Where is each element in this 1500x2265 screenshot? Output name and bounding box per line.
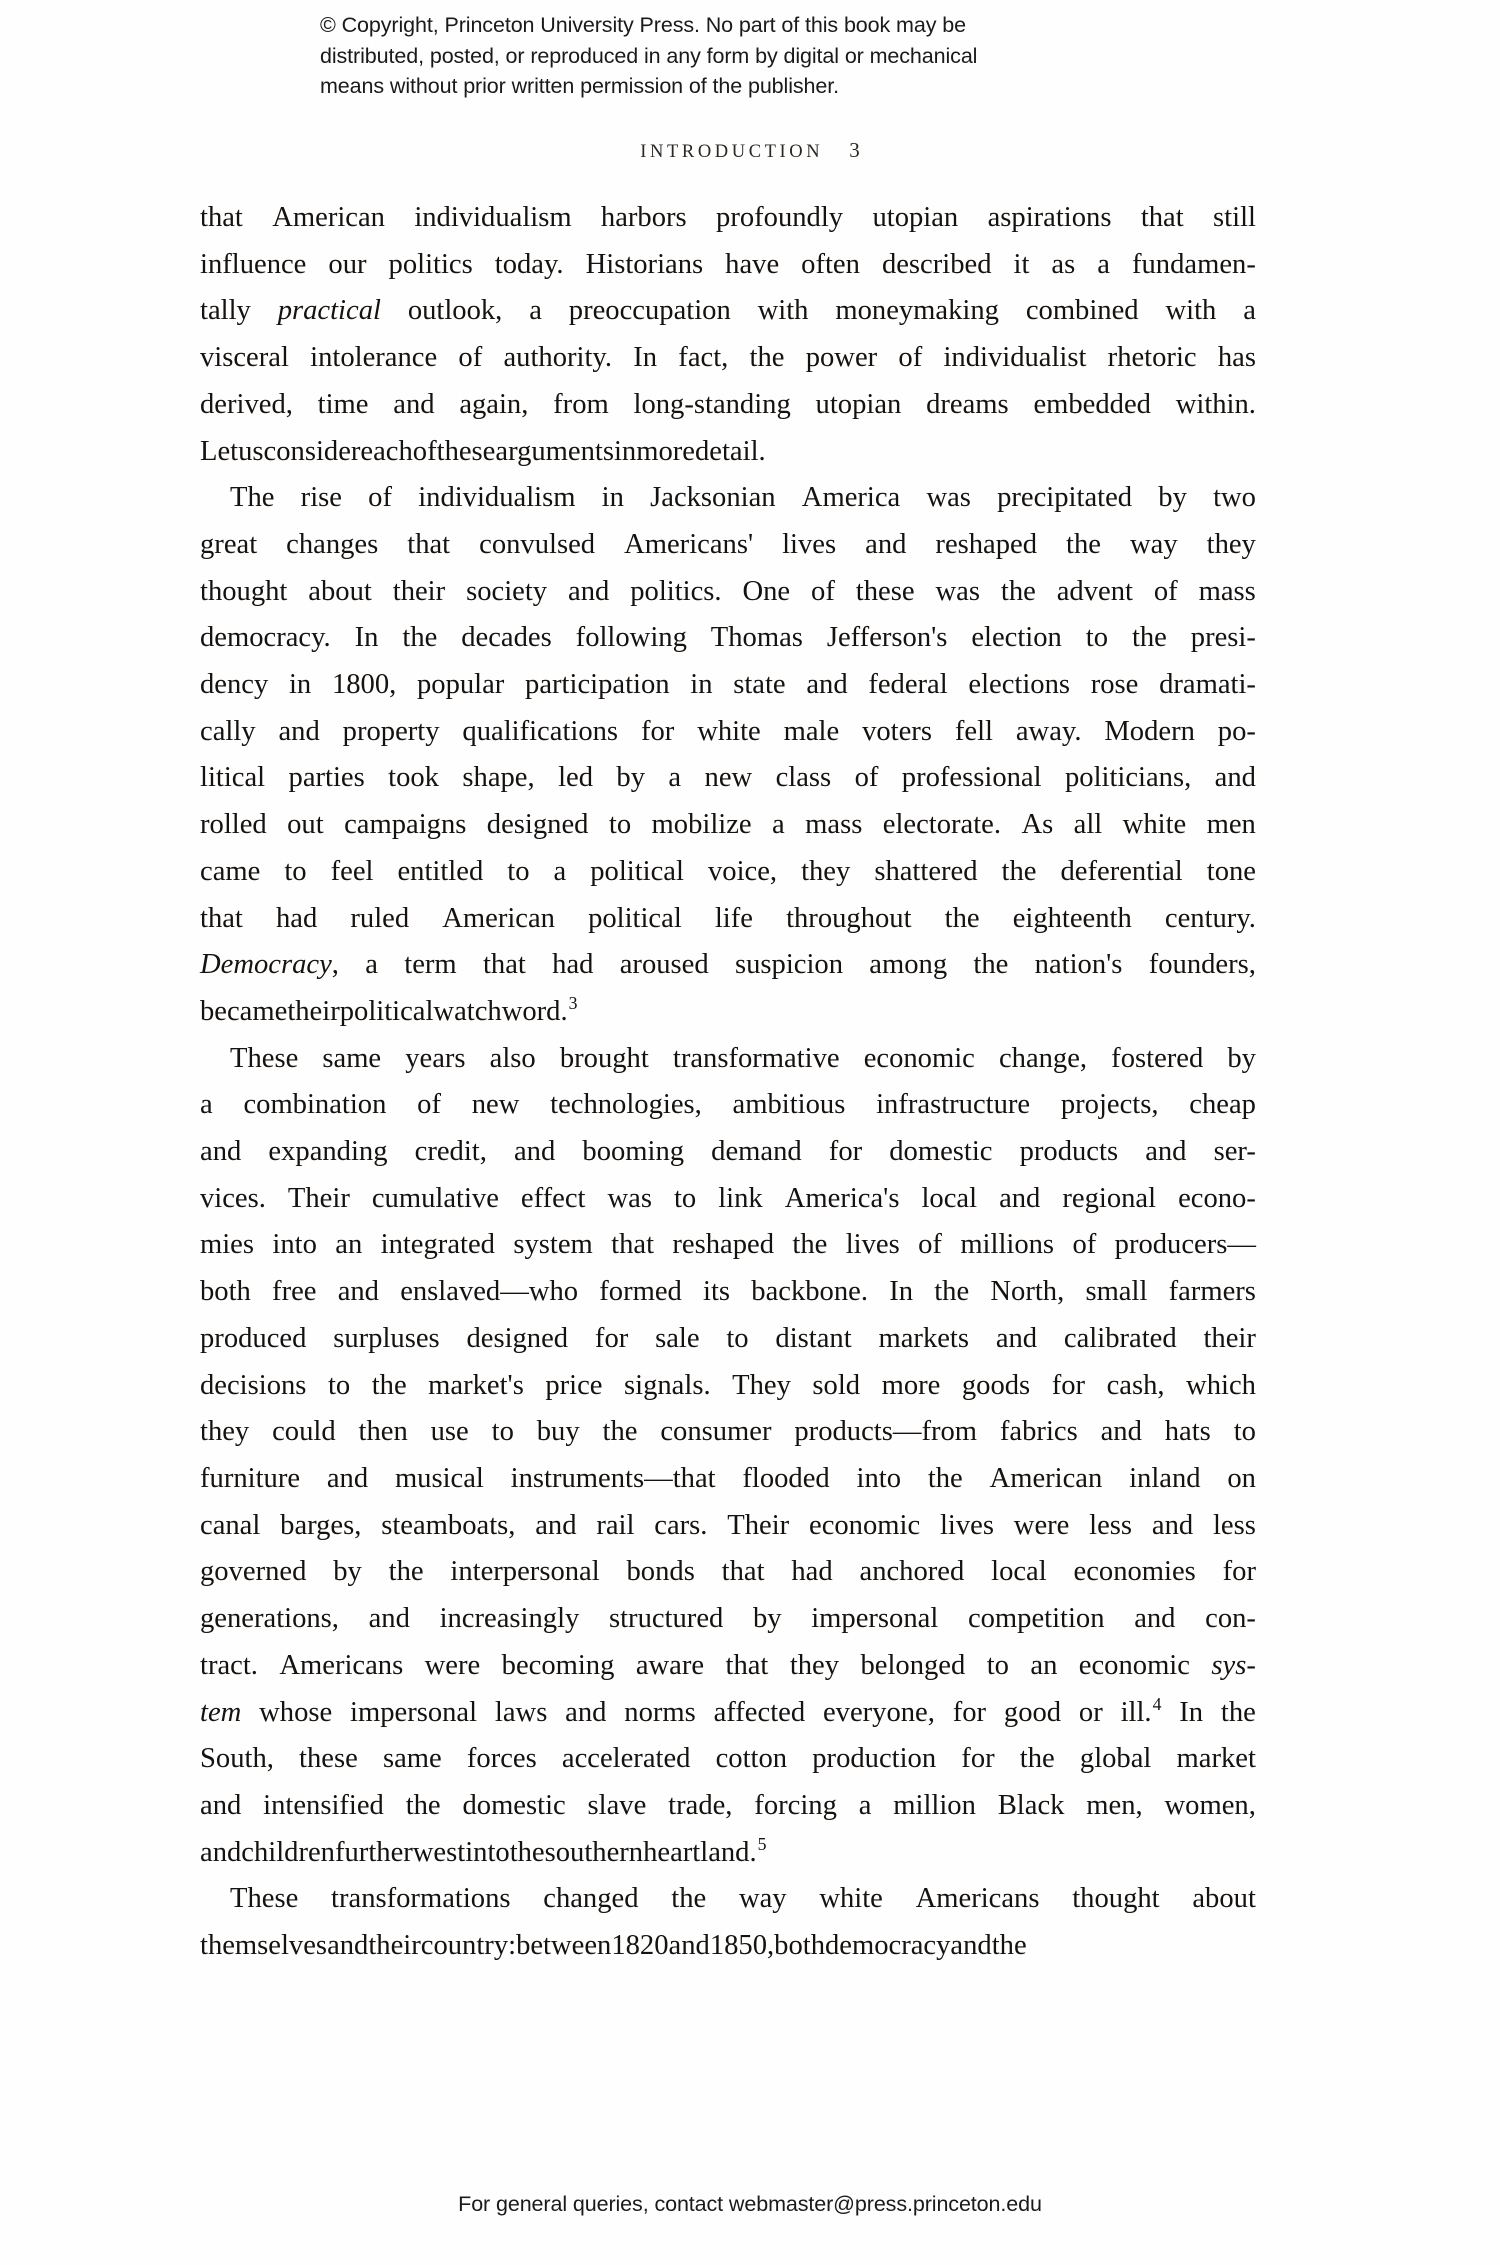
text-line: derived, time and again, from long-standing utopian dreams embedded within.	[200, 388, 1256, 420]
text-line: rolled out campaigns designed to mobilize a mass electorate. As all white men	[200, 809, 1256, 841]
text-line: a combination of new technologies, ambitious infrastructure projects, cheap	[200, 1089, 1256, 1121]
text-line: canal barges, steamboats, and rail cars. Their economic lives were less and less	[200, 1509, 1256, 1541]
running-head	[0, 138, 1500, 163]
text-line: themselves and their country: between 1820 and 1850, both democracy and the	[200, 1930, 1027, 1962]
italic-phrase: sys-	[1211, 1649, 1256, 1681]
text-line: and intensified the domestic slave trade, forcing a million Black men, women,	[200, 1789, 1256, 1821]
text-line: tem whose impersonal laws and norms affected everyone, for good or ill.$^4$ In the	[200, 1693, 1256, 1728]
text-line: visceral intolerance of authority. In fact, the power of individualist rhetoric has	[200, 342, 1256, 374]
copyright-line-2: distributed, posted, or reproduced in any form by digital or mechanical	[320, 43, 978, 68]
running-head-title: INTRODUCTION	[640, 142, 824, 162]
paragraph	[200, 1876, 1256, 1969]
paragraph	[200, 195, 1256, 475]
text-line: These same years also brought transformative economic change, fostered by	[230, 1042, 1256, 1074]
text-line: vices. Their cumulative effect was to link America's local and regional econo-	[200, 1182, 1256, 1214]
text-line: These transformations changed the way white Americans thought about	[230, 1883, 1256, 1915]
footnote-marker[interactable]: 5	[757, 1834, 767, 1855]
text-line: produced surpluses designed for sale to distant markets and calibrated their	[200, 1322, 1256, 1354]
footer-notice: For general queries, contact webmaster@press.princeton.edu	[458, 2192, 1042, 2216]
text-line: South, these same forces accelerated cotton production for the global market	[200, 1743, 1256, 1775]
text-line: democracy. In the decades following Thomas Jefferson's election to the presi-	[200, 622, 1256, 654]
text-line: mies into an integrated system that reshaped the lives of millions of producers—	[200, 1229, 1256, 1261]
text-line: great changes that convulsed Americans' lives and reshaped the way they	[200, 528, 1256, 560]
text-line: that had ruled American political life throughout the eighteenth century.	[200, 902, 1256, 934]
text-line: governed by the interpersonal bonds that had anchored local economies for	[200, 1556, 1256, 1588]
text-line: cally and property qualifications for white male voters fell away. Modern po-	[200, 715, 1256, 747]
text-line: thought about their society and politics. One of these was the advent of mass	[200, 575, 1256, 607]
text-line: they could then use to buy the consumer products—from fabrics and hats to	[200, 1416, 1256, 1448]
copyright-notice	[320, 10, 1200, 102]
text-line: decisions to the market's price signals. They sold more goods for cash, which	[200, 1369, 1256, 1401]
paragraph	[200, 475, 1256, 1035]
text-line: influence our politics today. Historians have often described it as a fundamen-	[200, 248, 1256, 280]
text-line: Let us consider each of these arguments in more detail.	[200, 435, 766, 467]
page-number: 3	[849, 138, 860, 162]
text-line: and expanding credit, and booming demand for domestic products and ser-	[200, 1136, 1256, 1168]
text-line: and children further west into the southern heartland.$^5$	[200, 1834, 767, 1868]
footnote-marker[interactable]: 3	[568, 993, 578, 1014]
body-text	[200, 195, 1256, 1970]
text-line: furniture and musical instruments—that flooded into the American inland on	[200, 1462, 1256, 1494]
text-line: that American individualism harbors profoundly utopian aspirations that still	[200, 202, 1256, 233]
text-line: Democracy, a term that had aroused suspicion among the nation's founders,	[200, 949, 1256, 981]
copyright-line-3: means without prior written permission of the publisher.	[320, 74, 840, 98]
footnote-marker[interactable]: 4	[1152, 1693, 1162, 1714]
paragraph	[200, 1036, 1256, 1877]
italic-phrase: practical	[277, 295, 381, 327]
text-line: The rise of individualism in Jacksonian America was precipitated by two	[230, 482, 1256, 514]
text-line: both free and enslaved—who formed its backbone. In the North, small farmers	[200, 1276, 1256, 1308]
text-line: tract. Americans were becoming aware that they belonged to an economic sys-	[200, 1649, 1256, 1681]
text-line: became their political watchword.$^3$	[200, 993, 578, 1027]
italic-phrase: Democracy	[200, 949, 332, 981]
text-line: tally practical outlook, a preoccupation with moneymaking combined with a	[200, 295, 1256, 327]
copyright-line-1: © Copyright, Princeton University Press. No part of this book may be	[320, 13, 966, 37]
text-line: litical parties took shape, led by a new class of professional politicians, and	[200, 762, 1256, 794]
text-line: came to feel entitled to a political voice, they shattered the deferential tone	[200, 855, 1256, 887]
italic-phrase: tem	[200, 1696, 242, 1728]
text-line: generations, and increasingly structured by impersonal competition and con-	[200, 1603, 1256, 1635]
text-line: dency in 1800, popular participation in state and federal elections rose dramati-	[200, 669, 1256, 701]
